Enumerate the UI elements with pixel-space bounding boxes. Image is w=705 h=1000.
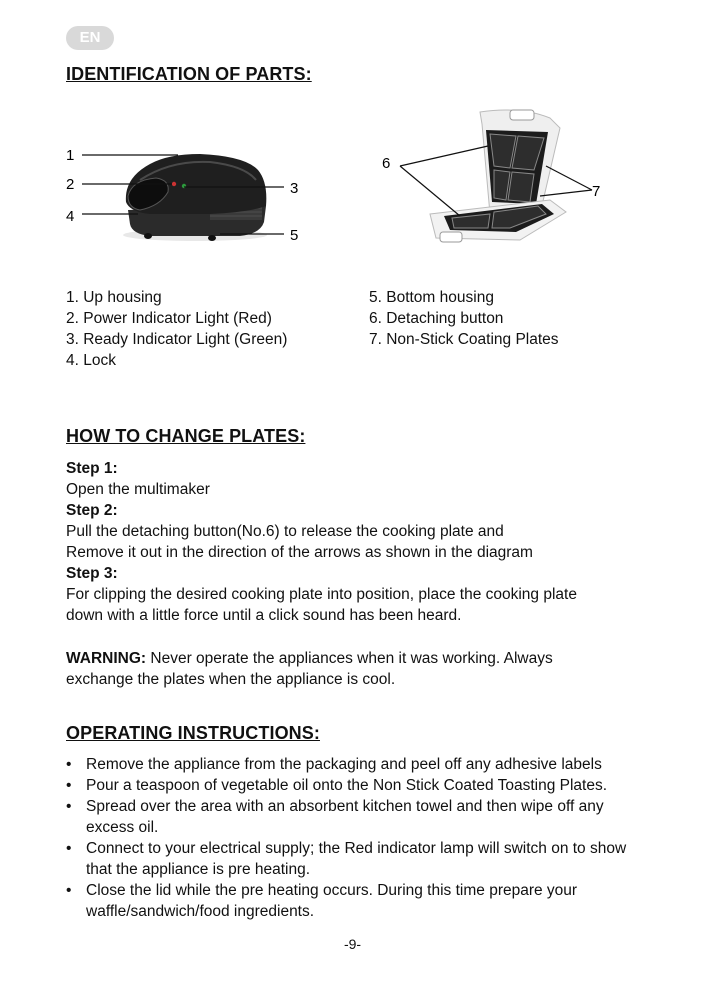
- part-item: 3. Ready Indicator Light (Green): [66, 331, 288, 348]
- warning-block: [66, 648, 646, 690]
- operating-list: [66, 754, 656, 922]
- step3-line: For clipping the desired cooking plate into position, place the cooking plate: [66, 586, 577, 603]
- list-item: • Pour a teaspoon of vegetable oil onto the Non Stick Coated Toasting Plates.: [66, 777, 608, 794]
- operating-heading: OPERATING INSTRUCTIONS:: [66, 723, 320, 743]
- step2-line: Pull the detaching button(No.6) to release the cooking plate and: [66, 523, 504, 540]
- open-appliance-figure: [370, 104, 620, 254]
- step1-text: Open the multimaker: [66, 481, 210, 498]
- parts-heading: IDENTIFICATION OF PARTS:: [66, 64, 312, 84]
- bullet-icon: •: [66, 798, 72, 815]
- page-number: -9-: [343, 936, 362, 952]
- part-item: 4. Lock: [66, 352, 116, 369]
- part-item: 7. Non-Stick Coating Plates: [369, 331, 559, 348]
- part-item: 1. Up housing: [66, 289, 162, 306]
- bullet-icon: •: [66, 882, 72, 899]
- step3-line: down with a little force until a click sound has been heard.: [66, 607, 462, 624]
- detaching-button-top: [510, 110, 534, 120]
- callout-line-7b: [540, 190, 592, 196]
- plates-steps: [66, 458, 646, 626]
- warning-label: WARNING:: [66, 650, 147, 667]
- warning-text: exchange the plates when the appliance is cool.: [66, 671, 396, 688]
- step2-label: Step 2:: [66, 502, 118, 519]
- part-item: 5. Bottom housing: [369, 289, 494, 306]
- language-badge: EN: [66, 26, 114, 50]
- list-item: • Spread over the area with an absorbent kitchen towel and then wipe off any excess oil.: [66, 798, 604, 836]
- callout-5: 5: [290, 227, 299, 244]
- bullet-icon: •: [66, 756, 72, 773]
- step2-line: Remove it out in the direction of the arrows as shown in the diagram: [66, 544, 533, 561]
- warning-text: Never operate the appliances when it was working. Always: [146, 650, 553, 667]
- detaching-button-bottom: [440, 232, 462, 242]
- callout-line-6a: [400, 146, 488, 166]
- red-light-dot: [172, 182, 176, 186]
- plates-heading: HOW TO CHANGE PLATES:: [66, 426, 306, 446]
- parts-list-left: [66, 287, 287, 371]
- step3-label: Step 3:: [66, 565, 118, 582]
- bullet-icon: •: [66, 840, 72, 857]
- callout-7: 7: [592, 183, 601, 200]
- callout-3: 3: [290, 180, 299, 197]
- callout-4: 4: [66, 208, 75, 225]
- bullet-icon: •: [66, 777, 72, 794]
- callout-line-7a: [546, 166, 592, 190]
- part-item: 6. Detaching button: [369, 310, 504, 327]
- list-item: • Remove the appliance from the packaging and peel off any adhesive labels: [66, 756, 602, 773]
- callout-2: 2: [66, 176, 75, 193]
- step1-label: Step 1:: [66, 460, 118, 477]
- callout-line-6b: [400, 166, 460, 216]
- list-item: • Connect to your electrical supply; the Red indicator lamp will switch on to show that the appliance is pre heating.: [66, 840, 627, 878]
- list-item: • Close the lid while the pre heating occurs. During this time prepare your waffle/sandwich/food ingredients.: [66, 882, 578, 920]
- callout-1: 1: [66, 147, 75, 164]
- callout-6: 6: [382, 155, 391, 172]
- parts-list-right: [369, 287, 559, 350]
- part-item: 2. Power Indicator Light (Red): [66, 310, 272, 327]
- closed-appliance-figure: [60, 140, 320, 250]
